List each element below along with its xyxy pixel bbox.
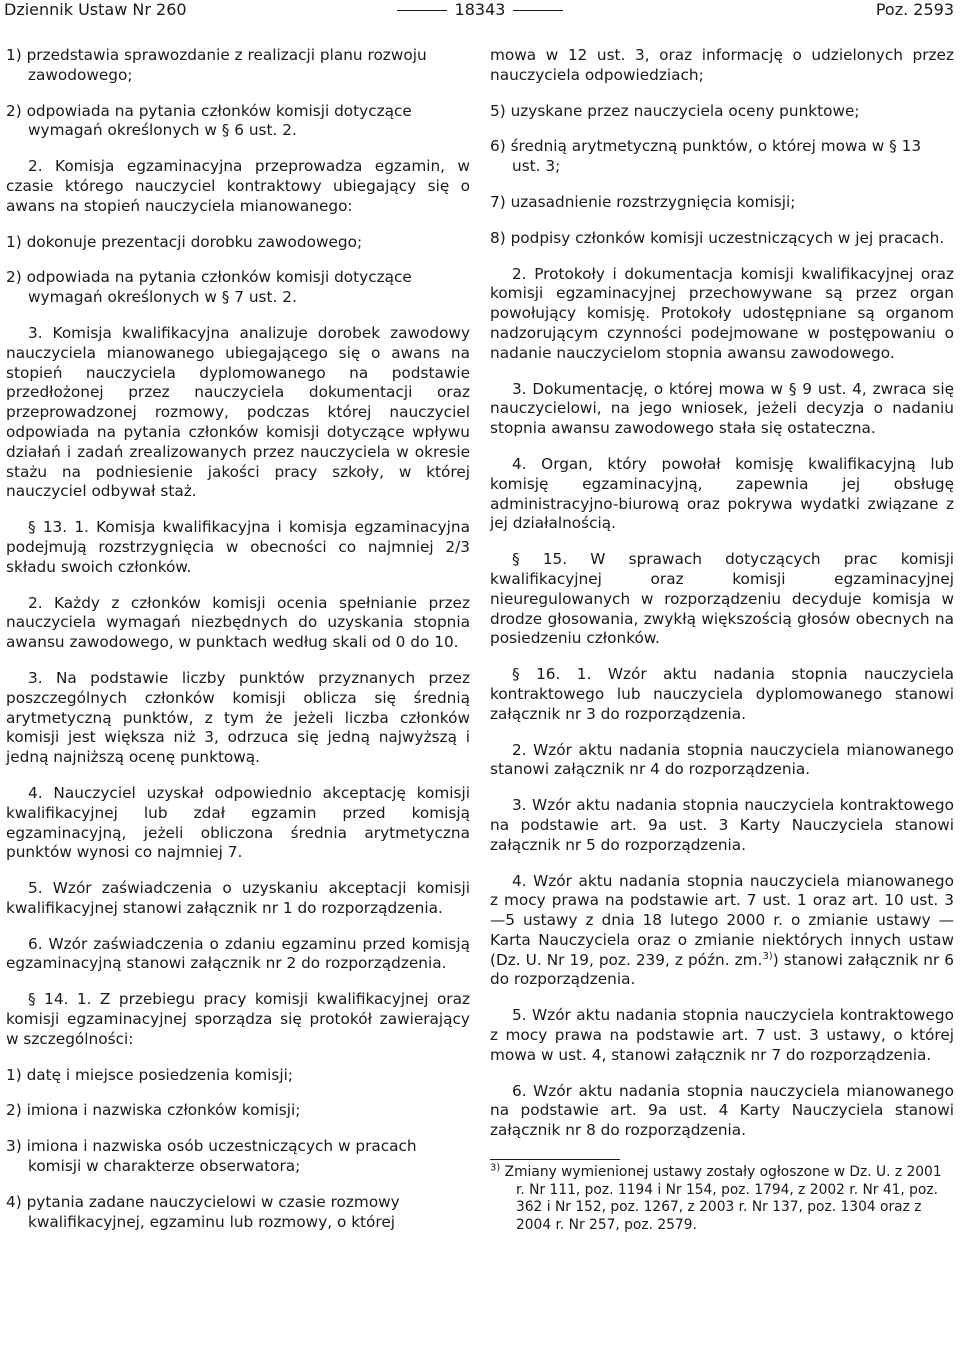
paragraph-text: 5. Wzór aktu nadania stopnia nauczyciela kontraktowego z mocy prawa na podstawie art. 7 ust. 3 ustawy, o której mowa w ust. 4, stanowi załącznik nr 7 do rozporządzenia.: [490, 1006, 954, 1064]
paragraph-text: 4) pytania zadane nauczycielowi w czasie rozmowy kwalifikacyjnej, egzaminu lub rozmowy, o której: [6, 1192, 400, 1231]
right-column-paragraphs: [490, 46, 954, 1141]
paragraph: [6, 935, 470, 975]
paragraph-text: § 16. 1. Wzór aktu nadania stopnia nauczyciela kontraktowego lub nauczyciela dyplomowanego stanowi załącznik nr 3 do rozporządzenia.: [490, 665, 954, 723]
paragraph-text: 7) uzasadnienie rozstrzygnięcia komisji;: [490, 192, 796, 211]
paragraph: [6, 102, 470, 142]
footnote-reference: 3): [762, 950, 773, 962]
paragraph: [490, 1082, 954, 1141]
paragraph: [6, 594, 470, 653]
paragraph: [490, 193, 954, 213]
paragraph: [490, 229, 954, 249]
paragraph: [6, 990, 470, 1049]
paragraph: [6, 1101, 470, 1121]
footnote-marker: 3): [490, 1162, 501, 1174]
paragraph-text: 2. Wzór aktu nadania stopnia nauczyciela mianowanego stanowi załącznik nr 4 do rozporządzenia.: [490, 740, 954, 779]
paragraph-text: 8) podpisy członków komisji uczestniczących w jej pracach.: [490, 228, 945, 247]
paragraph: [490, 265, 954, 364]
paragraph: [6, 879, 470, 919]
page-number: 18343: [0, 0, 960, 20]
paragraph-text: 3. Wzór aktu nadania stopnia nauczyciela kontraktowego na podstawie art. 9a ust. 3 Karty Nauczyciela stanowi załącznik nr 5 do rozporządzenia.: [490, 796, 954, 854]
page-header: [0, 0, 960, 22]
right-column: [490, 46, 954, 1234]
paragraph-text: 6. Wzór zaświadczenia o zdaniu egzaminu przed komisją egzaminacyjną stanowi załącznik nr 2 do rozporządzenia.: [6, 934, 470, 973]
paragraph: [490, 455, 954, 534]
paragraph-text: 6. Wzór aktu nadania stopnia nauczyciela mianowanego na podstawie art. 9a ust. 4 Karty Nauczyciela stanowi załącznik nr 8 do rozporządzenia.: [490, 1081, 954, 1140]
footnote: [490, 1164, 954, 1234]
paragraph-text: 5) uzyskane przez nauczyciela oceny punktowe;: [490, 101, 860, 120]
paragraph-text: 2) odpowiada na pytania członków komisji dotyczące wymagań określonych w § 6 ust. 2.: [6, 101, 412, 140]
paragraph: [6, 518, 470, 577]
paragraph-text: § 14. 1. Z przebiegu pracy komisji kwalifikacyjnej oraz komisji egzaminacyjnej sporządza się protokół zawierający w szczególności:: [6, 990, 470, 1048]
paragraph-text: § 13. 1. Komisja kwalifikacyjna i komisja egzaminacyjna podejmują rozstrzygnięcia w obecności co najmniej 2/3 składu swoich członków.: [6, 518, 470, 576]
paragraph: [490, 796, 954, 855]
paragraph-text: 2. Każdy z członków komisji ocenia spełnianie przez nauczyciela wymagań niezbędnych do uzyskania stopnia awansu zawodowego, w punktach według skali od 0 do 10.: [6, 593, 470, 652]
paragraph-text: 4. Wzór aktu nadania stopnia nauczyciela mianowanego z mocy prawa na podstawie art. 7 ust. 1 oraz art. 10 ust. 3—5 ustawy z dnia 18 lutego 2000 r. o zmianie ustawy — Karta Nauczyciela oraz o zmianie niektórych innych ustaw (Dz. U. Nr 19, poz. 239, z późn. zm.: [490, 871, 954, 969]
paragraph: [6, 784, 470, 863]
position-number: Poz. 2593: [875, 0, 954, 19]
paragraph: [490, 665, 954, 724]
paragraph: [6, 1193, 470, 1233]
paragraph-text: 2) odpowiada na pytania członków komisji dotyczące wymagań określonych w § 7 ust. 2.: [6, 268, 412, 307]
paragraph-text: 4. Organ, który powołał komisję kwalifikacyjną lub komisję egzaminacyjną, zapewnia jej obsługę administracyjno-biurową oraz pokrywa wydatki związane z jej działalnością.: [490, 454, 954, 533]
paragraph-text: 3. Komisja kwalifikacyjna analizuje dorobek zawodowy nauczyciela mianowanego ubiegającego się o awans na stopień nauczyciela dyplomowanego na podstawie przedłożonej przez nauczyciela dokumentacji oraz przeprowadzonej rozmowy, podczas której nauczyciel odpowiada na pytania członków komisji dotyczące wpływu działań i zadań zrealizowanych przez nauczyciela w okresie stażu na podniesienie jakości pracy szkoły, w której nauczyciel odbywał staż.: [6, 323, 470, 501]
paragraph: [490, 46, 954, 86]
paragraph-text: § 15. W sprawach dotyczących prac komisji kwalifikacyjnej oraz komisji egzaminacyjnej nieuregulowanych w rozporządzeniu decyduje komisja w drodze głosowania, zwykłą większością głosów obecnych na posiedzeniu członków.: [490, 550, 954, 648]
paragraph: [6, 157, 470, 216]
paragraph: [6, 1137, 470, 1177]
paragraph: [6, 324, 470, 502]
paragraph-text: 1) dokonuje prezentacji dorobku zawodowego;: [6, 232, 363, 251]
paragraph-text: 2. Protokoły i dokumentacja komisji kwalifikacyjnej oraz komisji egzaminacyjnej przechowywane są przez organ powołujący komisję. Protokoły udostępniane są organom nadzorującym czynności podejmowane w postępowaniu o nadanie nauczycielom stopnia awansu zawodowego.: [490, 264, 954, 362]
paragraph-text: 5. Wzór zaświadczenia o uzyskaniu akceptacji komisji kwalifikacyjnej stanowi załącznik nr 1 do rozporządzenia.: [6, 879, 470, 917]
paragraph: [490, 872, 954, 991]
paragraph: [6, 46, 470, 86]
paragraph-text: 3) imiona i nazwiska osób uczestniczących w pracach komisji w charakterze obserwatora;: [6, 1137, 417, 1176]
paragraph-text: 2) imiona i nazwiska członków komisji;: [6, 1101, 301, 1120]
footnote-text: Zmiany wymienionej ustawy zostały ogłoszone w Dz. U. z 2001 r. Nr 111, poz. 1194 i Nr 154, poz. 1794, z 2002 r. Nr 41, poz. 362 i Nr 152, poz. 1267, z 2003 r. Nr 137, poz. 1304 oraz z 2004 r. Nr 257, poz. 2579.: [504, 1164, 942, 1233]
paragraph-text: 6) średnią arytmetyczną punktów, o której mowa w § 13 ust. 3;: [490, 137, 922, 176]
paragraph: [490, 550, 954, 649]
paragraph: [6, 268, 470, 308]
paragraph: [490, 1006, 954, 1065]
paragraph: [6, 233, 470, 253]
paragraph-text: 2. Komisja egzaminacyjna przeprowadza egzamin, w czasie którego nauczyciel kontraktowy ubiegający się o awans na stopień nauczyciela mianowanego:: [6, 157, 470, 215]
paragraph: [490, 102, 954, 122]
paragraph-text-tail: ) stanowi załącznik nr 6 do rozporządzenia.: [490, 950, 954, 989]
paragraph: [490, 137, 954, 177]
footnote-rule: [490, 1159, 620, 1160]
paragraph-text: 1) przedstawia sprawozdanie z realizacji planu rozwoju zawodowego;: [6, 46, 427, 84]
paragraph: [6, 1066, 470, 1086]
paragraph-text: 3. Dokumentację, o której mowa w § 9 ust. 4, zwraca się nauczycielowi, na jego wniosek, jeżeli decyzja o nadaniu stopnia awansu zawodowego stała się ostateczna.: [490, 379, 954, 438]
left-column: [6, 46, 470, 1248]
paragraph-text: mowa w 12 ust. 3, oraz informację o udzielonych przez nauczyciela odpowiedziach;: [490, 46, 954, 84]
paragraph-text: 3. Na podstawie liczby punktów przyznanych przez poszczególnych członków komisji oblicza się średnią arytmetyczną punktów, z tym że jeżeli liczba członków komisji jest większa niż 3, odrzuca się jedną najwyższą i jedną najniższą ocenę punktową.: [6, 668, 470, 767]
paragraph: [490, 380, 954, 439]
paragraph-text: 1) datę i miejsce posiedzenia komisji;: [6, 1065, 293, 1084]
paragraph-text: 4. Nauczyciel uzyskał odpowiednio akceptację komisji kwalifikacyjnej lub zdał egzamin przed komisją egzaminacyjną, jeżeli obliczona średnia arytmetyczna punktów wynosi co najmniej 7.: [6, 783, 470, 862]
paragraph: [490, 741, 954, 781]
journal-title: Dziennik Ustaw Nr 260: [4, 0, 187, 19]
paragraph: [6, 669, 470, 768]
